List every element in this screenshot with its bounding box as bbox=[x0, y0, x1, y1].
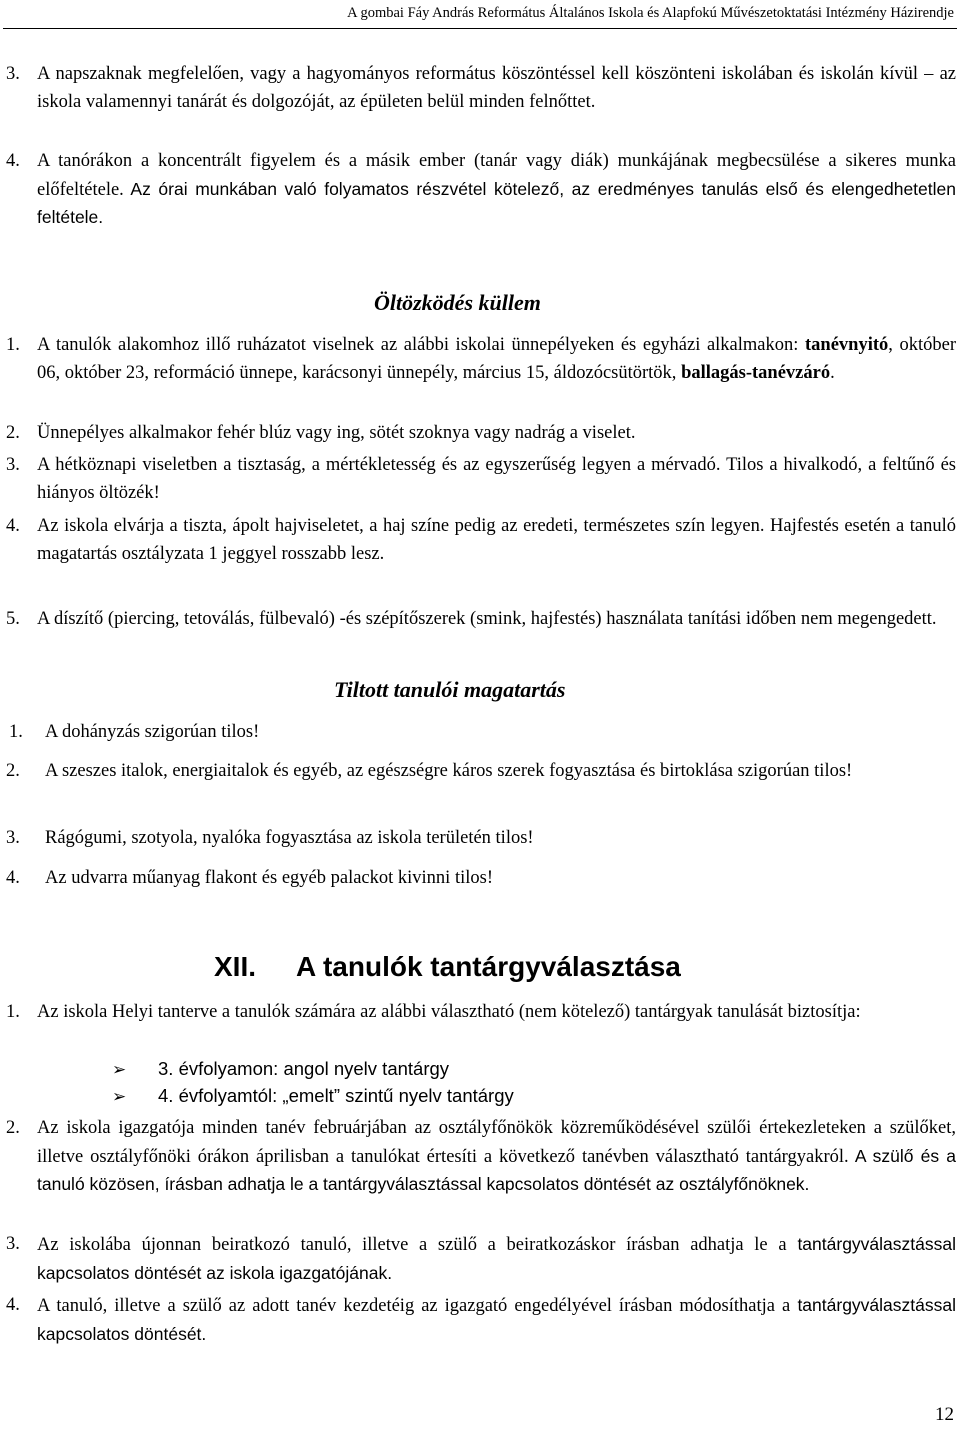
item-text-part: A tanulók alakomhoz illő ruházatot viselnek az alábbi iskolai ünnepélyeken és egyházi alkalmakon: bbox=[37, 335, 805, 355]
chapter-number: XII. bbox=[214, 951, 257, 982]
chapter-item-3 bbox=[6, 1231, 956, 1288]
bullet-item bbox=[112, 1082, 514, 1111]
item-text: Ünnepélyes alkalmakor fehér blúz vagy ing, sötét szoknya vagy nadrág a viselet. bbox=[37, 423, 636, 443]
forbidden-item-2 bbox=[6, 758, 956, 786]
item-text: Az iskola elvárja a tiszta, ápolt hajviseletet, a haj színe pedig az eredeti, természetes szín legyen. Hajfestés esetén a tanuló magatartás osztályzata 1 jeggyel rosszabb lesz. bbox=[37, 516, 956, 564]
chapter-title bbox=[214, 951, 681, 983]
item-text: A szeszes italok, energiaitalok és egyéb, az egészségre káros szerek fogyasztása és birtoklása szigorúan tilos! bbox=[45, 761, 853, 781]
item-text: Az udvarra műanyag flakont és egyéb palackot kivinni tilos! bbox=[45, 868, 493, 888]
item-text-bold: tanévnyitó bbox=[805, 335, 889, 355]
item-number: 3. bbox=[6, 455, 20, 475]
item-number: 4. bbox=[6, 868, 20, 888]
bullet-text: 3. évfolyamon: angol nyelv tantárgy bbox=[158, 1058, 450, 1079]
item-text-serif: A tanórákon a koncentrált figyelem és a másik ember (tanár vagy diák) munkájának megbecsülése a sikeres munka előfeltétele. bbox=[37, 151, 956, 200]
item-text: A hétköznapi viseletben a tisztaság, a mértékletesség és az egyszerűség legyen a mérvadó. Tilos a hivalkodó, a feltűnő és hiányos öltözék! bbox=[37, 455, 956, 503]
page-number: 12 bbox=[935, 1404, 954, 1425]
item-number: 2. bbox=[6, 423, 20, 443]
forbidden-item-3 bbox=[6, 825, 956, 853]
item-number: 1. bbox=[6, 1002, 20, 1022]
item-text-sans: tantárgyválasztással kapcsolatos döntését. bbox=[37, 1295, 956, 1344]
chapter-item-2 bbox=[6, 1115, 956, 1200]
item-number: 2. bbox=[6, 761, 20, 781]
item-number: 1. bbox=[6, 335, 20, 355]
arrow-bullet-icon: ➢ bbox=[112, 1060, 127, 1080]
item-number: 5. bbox=[6, 609, 20, 629]
chapter-item-1 bbox=[6, 999, 956, 1027]
item-number: 3. bbox=[6, 1234, 20, 1254]
rule-item-3 bbox=[6, 61, 956, 116]
item-text-serif: Az iskola igazgatója minden tanév februárjában az osztályfőnökök közreműködésével szülői értekezleteken a szülőket, illetve osztályfőnöki órákon áprilisban a tanulókat értesíti a következő tanévben választható tantárgyakról. bbox=[37, 1118, 956, 1167]
item-text: A dohányzás szigorúan tilos! bbox=[45, 722, 260, 742]
dress-item-3 bbox=[6, 452, 956, 507]
item-text: Az iskola Helyi tanterve a tanulók számára az alábbi választható (nem kötelező) tantárgyak tanulását biztosítja: bbox=[37, 1002, 861, 1022]
item-number: 4. bbox=[6, 1295, 20, 1315]
forbidden-item-4 bbox=[6, 865, 956, 893]
item-text bbox=[37, 1292, 956, 1349]
item-text bbox=[37, 332, 956, 387]
dress-item-2 bbox=[6, 420, 956, 448]
item-number: 3. bbox=[6, 64, 20, 84]
item-text: A díszítő (piercing, tetoválás, fülbevaló) -és szépítőszerek (smink, hajfestés) használata tanítási időben nem megengedett. bbox=[37, 609, 937, 629]
bullet-text: 4. évfolyamtól: „emelt” szintű nyelv tantárgy bbox=[158, 1085, 514, 1106]
rule-item-4 bbox=[6, 148, 956, 233]
item-number: 1. bbox=[9, 722, 23, 742]
item-text-part: . bbox=[830, 362, 835, 383]
item-number: 3. bbox=[6, 828, 20, 848]
dress-section-title: Öltözködés küllem bbox=[374, 290, 541, 315]
item-text: Rágógumi, szotyola, nyalóka fogyasztása az iskola területén tilos! bbox=[45, 828, 534, 848]
item-text bbox=[37, 1231, 956, 1288]
forbidden-item-1 bbox=[6, 719, 956, 747]
header-rule bbox=[3, 28, 957, 29]
item-text bbox=[37, 1115, 956, 1200]
item-number: 4. bbox=[6, 151, 20, 171]
arrow-bullet-icon: ➢ bbox=[112, 1087, 127, 1107]
forbidden-section-title: Tiltott tanulói magatartás bbox=[334, 677, 566, 702]
item-text-serif: A tanuló, illetve a szülő az adott tanév kezdetéig az igazgató engedélyével írásban módosíthatja a bbox=[37, 1296, 791, 1316]
chapter-heading: A tanulók tantárgyválasztása bbox=[296, 951, 681, 982]
dress-item-5 bbox=[6, 606, 956, 634]
item-text-part: , október 06, október 23, reformáció ünnepe, karácsonyi ünnepély, március 15, áldozócsütörtök, bbox=[37, 335, 956, 383]
chapter-item-4 bbox=[6, 1292, 956, 1349]
item-text: A napszaknak megfelelően, vagy a hagyományos református köszöntéssel kell köszönteni iskolában és iskolán kívül – az iskola valamennyi tanárát és dolgozóját, az épületen belül minden felnőttet. bbox=[37, 64, 956, 112]
bullet-item bbox=[112, 1055, 449, 1084]
item-number: 4. bbox=[6, 516, 20, 536]
page-header: A gombai Fáy András Református Általános Iskola és Alapfokú Művészetoktatási Intézmény Házirendje bbox=[347, 5, 954, 21]
dress-item-1 bbox=[6, 332, 956, 387]
item-text-sans: Az órai munkában való folyamatos részvétel kötelező, az eredményes tanulás első és elengedhetetlen feltétele. bbox=[37, 178, 956, 227]
item-text-serif: Az iskolába újonnan beiratkozó tanuló, illetve a szülő a beiratkozáskor írásban adhatja le a bbox=[37, 1235, 787, 1255]
item-text-sans: A szülő és a tanuló közösen, írásban adhatja le a tantárgyválasztással kapcsolatos döntését az osztályfőnöknek. bbox=[37, 1145, 956, 1194]
item-text-sans: tantárgyválasztással kapcsolatos döntését az iskola igazgatójának. bbox=[37, 1234, 956, 1283]
item-text bbox=[37, 148, 956, 233]
item-number: 2. bbox=[6, 1118, 20, 1138]
item-text-bold: ballagás-tanévzáró bbox=[681, 362, 831, 383]
dress-item-4 bbox=[6, 513, 956, 568]
